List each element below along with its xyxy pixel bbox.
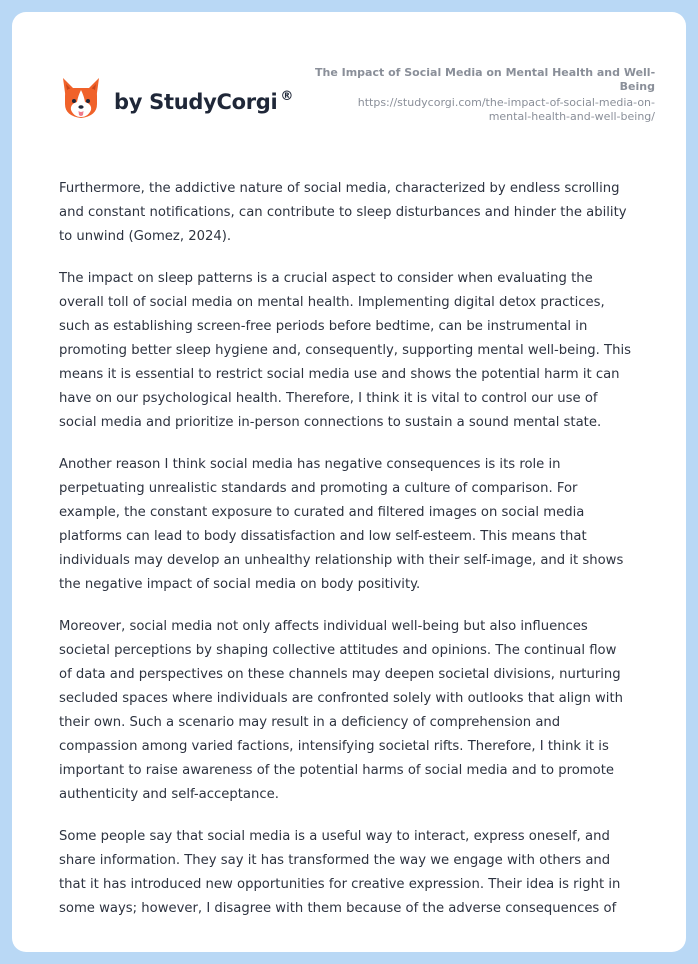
document-url[interactable] — [315, 96, 655, 124]
text-line: to unwind (Gomez, 2024). — [59, 229, 232, 244]
text-line: means it is essential to restrict social media use and shows the potential harm it can — [59, 367, 620, 382]
text-line: Some people say that social media is a useful way to interact, express oneself, and — [59, 829, 610, 844]
text-line: Another reason I think social media has negative consequences is its role in — [59, 457, 561, 472]
text-line: share information. They say it has transformed the way we engage with others and — [59, 853, 611, 868]
text-line: that it has introduced new opportunities for creative expression. Their idea is right in — [59, 877, 621, 892]
text-line: individuals may develop an unhealthy relationship with their self-image, and it shows — [59, 553, 624, 568]
text-line: platforms can lead to body dissatisfaction and low self-esteem. This means that — [59, 529, 587, 544]
registered-mark: ® — [280, 89, 294, 104]
document-page — [12, 12, 686, 952]
text-line: and constant notifications, can contribute to sleep disturbances and hinder the ability — [59, 205, 627, 220]
logo-wordmark: by StudyCorgi ® — [114, 89, 294, 114]
document-body — [59, 177, 667, 939]
text-line: societal perceptions by shaping collective attitudes and opinions. The continual flow — [59, 643, 617, 658]
paragraph — [59, 825, 667, 921]
text-line: Furthermore, the addictive nature of social media, characterized by endless scrolling — [59, 181, 620, 196]
text-line: of data and perspectives on these channels may deepen societal divisions, nurturing — [59, 667, 621, 682]
text-line: The impact on sleep patterns is a crucial aspect to consider when evaluating the — [59, 271, 593, 286]
text-line: example, the constant exposure to curated and filtered images on social media — [59, 505, 585, 520]
paragraph — [59, 615, 667, 807]
page-header — [12, 12, 686, 152]
text-line: promoting better sleep hygiene and, consequently, supporting mental well-being. This — [59, 343, 632, 358]
document-title — [315, 66, 655, 94]
paragraph — [59, 177, 667, 249]
corgi-icon — [60, 76, 102, 122]
text-line: have on our psychological health. Therefore, I think it is vital to control our use of — [59, 391, 598, 406]
document-url-line[interactable]: mental-health-and-well-being/ — [488, 110, 655, 123]
document-url-line[interactable]: https://studycorgi.com/the-impact-of-social-media-on- — [357, 96, 655, 109]
text-line: authenticity and self-acceptance. — [59, 787, 279, 802]
text-line: some ways; however, I disagree with them because of the adverse consequences of — [59, 901, 617, 916]
paragraph — [59, 267, 667, 435]
text-line: the negative impact of social media on body positivity. — [59, 577, 421, 592]
text-line: their own. Such a scenario may result in a deficiency of comprehension and — [59, 715, 561, 730]
studycorgi-logo[interactable] — [60, 76, 293, 122]
text-line: secluded spaces where individuals are confronted solely with outlooks that align with — [59, 691, 623, 706]
text-line: perpetuating unrealistic standards and promoting a culture of comparison. For — [59, 481, 578, 496]
text-line: Moreover, social media not only affects individual well-being but also influences — [59, 619, 588, 634]
document-title-line: Being — [619, 80, 655, 93]
paragraph — [59, 453, 667, 597]
text-line: compassion among varied factions, intensifying societal rifts. Therefore, I think it is — [59, 739, 609, 754]
text-line: overall toll of social media on mental health. Implementing digital detox practices, — [59, 295, 605, 310]
text-line: social media and prioritize in-person connections to sustain a sound mental state. — [59, 415, 602, 430]
text-line: important to raise awareness of the potential harms of social media and to promote — [59, 763, 615, 778]
text-line: such as establishing screen-free periods before bedtime, can be instrumental in — [59, 319, 588, 334]
document-title-line: The Impact of Social Media on Mental Health and Well- — [315, 66, 656, 79]
document-meta — [315, 66, 655, 124]
